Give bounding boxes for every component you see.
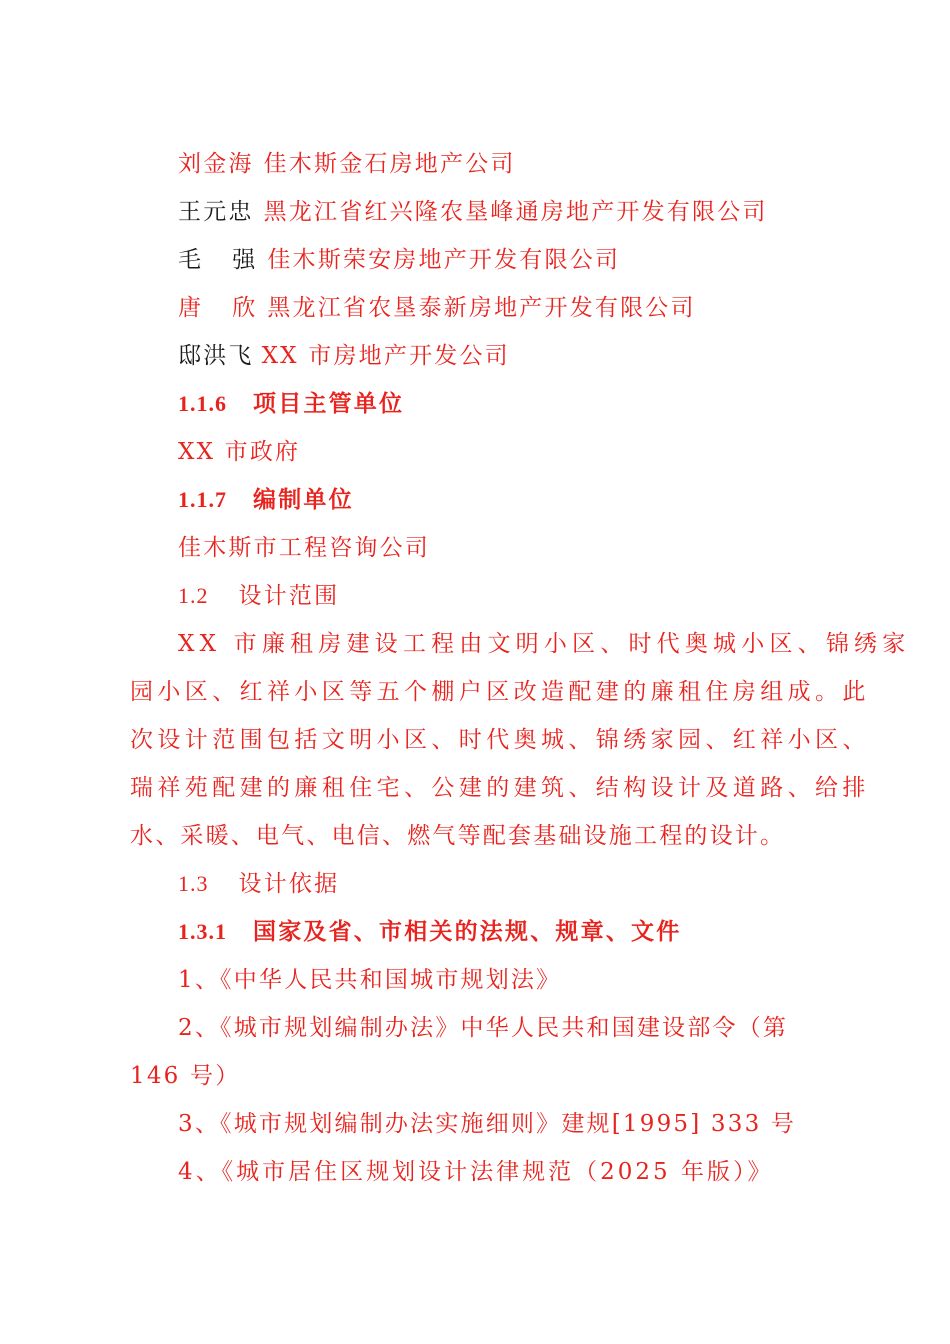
staff-company: 佳木斯荣安房地产开发有限公司 — [267, 247, 621, 273]
section-title: 设计依据 — [238, 871, 340, 897]
staff-company: XX 市房地产开发公司 — [261, 343, 510, 369]
staff-row — [178, 341, 510, 371]
section-title: 编制单位 — [253, 486, 354, 513]
section-heading — [178, 389, 404, 419]
section-number: 1.1.7 — [178, 487, 227, 512]
staff-name: 邸洪飞 — [178, 343, 254, 369]
staff-row — [178, 197, 768, 227]
document-item: 4、《城市居住区规划设计法律规范（2025 年版）》 — [178, 1159, 774, 1185]
document-item: 3、《城市规划编制办法实施细则》建规[1995] 333 号 — [178, 1111, 797, 1137]
section-title: 设计范围 — [238, 583, 340, 609]
staff-company: 黑龙江省红兴隆农垦峰通房地产开发有限公司 — [263, 199, 768, 225]
section-body: XX 市政府 — [178, 439, 301, 465]
paragraph-line: 园小区、红祥小区等五个棚户区改造配建的廉租住房组成。此 — [130, 679, 870, 705]
section-heading — [178, 917, 681, 947]
paragraph-line: 瑞祥苑配建的廉租住宅、公建的建筑、结构设计及道路、给排 — [130, 775, 870, 801]
section-number: 1.3.1 — [178, 919, 227, 944]
section-number: 1.3 — [178, 871, 209, 896]
document-item-continuation: 146 号） — [130, 1063, 241, 1089]
paragraph-line: XX 市廉租房建设工程由文明小区、时代奥城小区、锦绣家 — [178, 631, 911, 657]
staff-name: 王元忠 — [178, 199, 254, 225]
section-body: 佳木斯市工程咨询公司 — [178, 535, 430, 561]
staff-row — [178, 149, 516, 179]
section-heading — [178, 581, 339, 611]
staff-row — [178, 293, 696, 323]
staff-row — [178, 245, 620, 275]
paragraph-line: 水、采暖、电气、电信、燃气等配套基础设施工程的设计。 — [130, 823, 786, 849]
section-heading — [178, 869, 339, 899]
staff-company: 佳木斯金石房地产公司 — [263, 151, 516, 177]
section-heading — [178, 485, 354, 515]
section-title: 国家及省、市相关的法规、规章、文件 — [253, 918, 682, 945]
section-number: 1.1.6 — [178, 391, 227, 416]
paragraph-line: 次设计范围包括文明小区、时代奥城、锦绣家园、红祥小区、 — [130, 727, 870, 753]
document-item: 1、《中华人民共和国城市规划法》 — [178, 967, 562, 993]
section-title: 项目主管单位 — [253, 390, 405, 417]
staff-company: 黑龙江省农垦泰新房地产开发有限公司 — [267, 295, 696, 321]
section-number: 1.2 — [178, 583, 209, 608]
staff-name: 唐 欣 — [178, 295, 268, 321]
staff-name: 刘金海 — [178, 151, 254, 177]
staff-name: 毛 强 — [178, 247, 268, 273]
document-item: 2、《城市规划编制办法》中华人民共和国建设部令（第 — [178, 1015, 789, 1041]
